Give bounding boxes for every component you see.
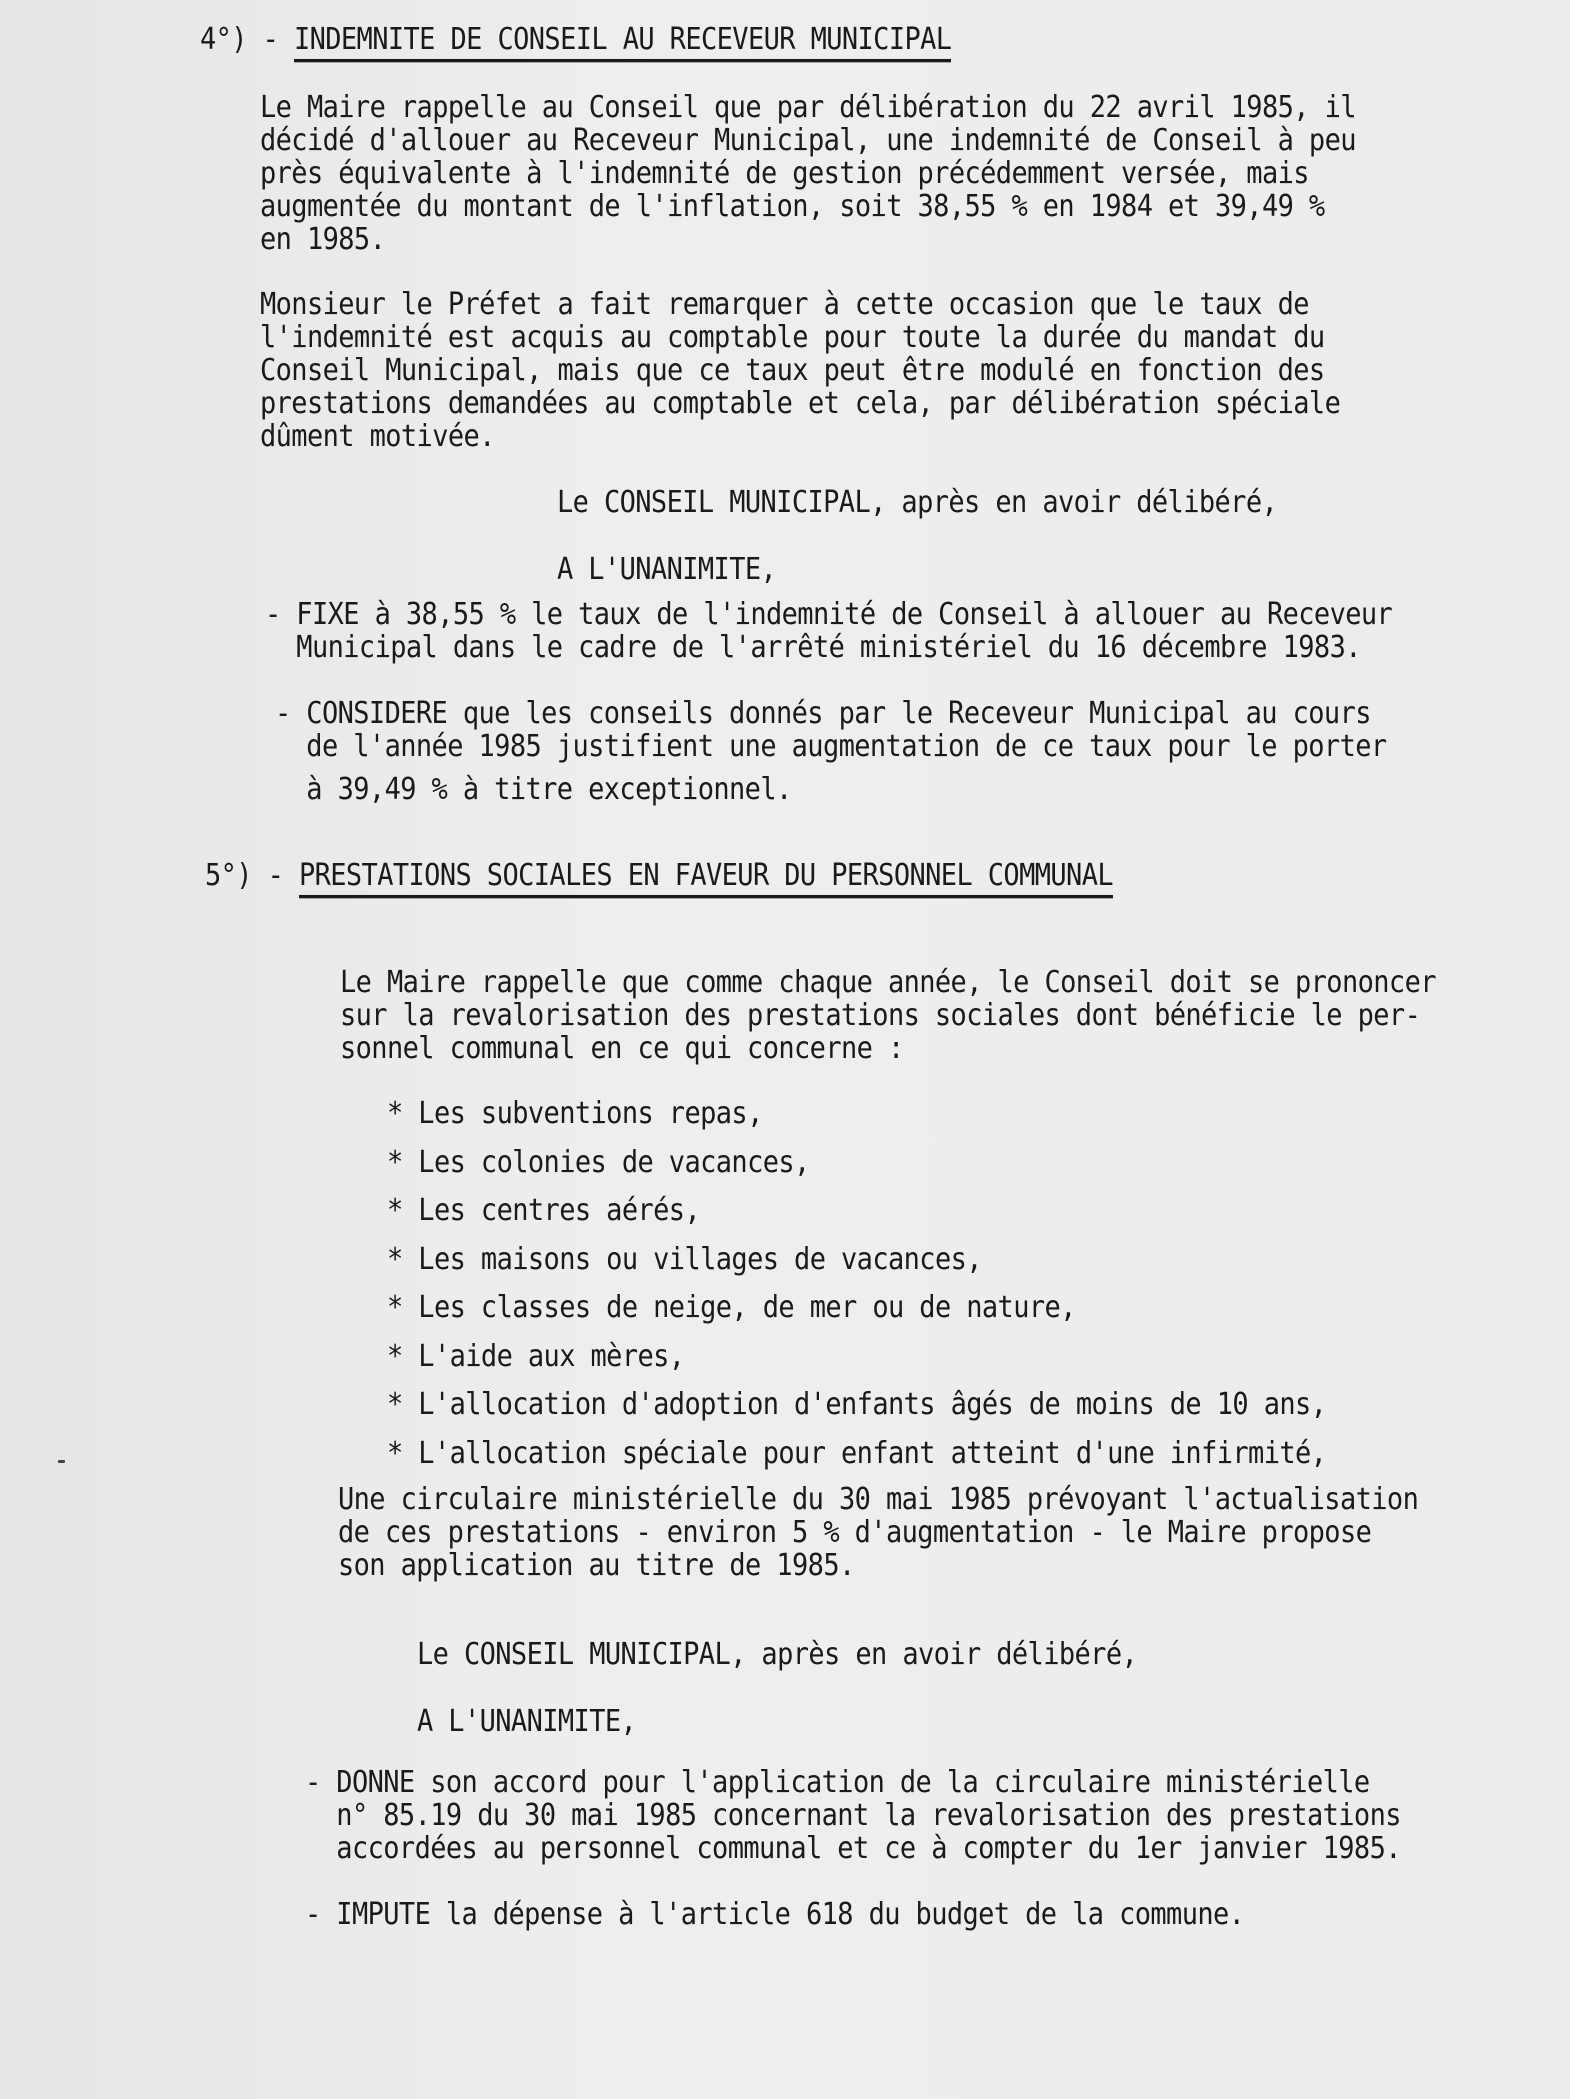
- section-4-number: 4°) -: [200, 22, 279, 57]
- s5-unanimity: A L'UNANIMITE,: [417, 1704, 637, 1739]
- s5-para1-line: sur la revalorisation des prestations sociales dont bénéficie le per-: [340, 998, 1421, 1033]
- section-4-heading: [200, 22, 951, 58]
- section-5-number: 5°) -: [205, 858, 284, 893]
- s5-list-item: * Les maisons ou villages de vacances,: [387, 1242, 982, 1277]
- s5-para1-line: sonnel communal en ce qui concerne :: [340, 1031, 904, 1066]
- s4-para1-line: Le Maire rappelle au Conseil que par délibération du 22 avril 1985, il: [260, 90, 1356, 125]
- s5-list-item: * Les colonies de vacances,: [387, 1145, 810, 1180]
- s5-list-item: * L'allocation d'adoption d'enfants âgés de moins de 10 ans,: [387, 1387, 1327, 1422]
- s4-para2-line: Monsieur le Préfet a fait remarquer à cette occasion que le taux de: [260, 287, 1309, 322]
- s4-para2-line: Conseil Municipal, mais que ce taux peut être modulé en fonction des: [260, 353, 1325, 388]
- s5-list-item: * Les subventions repas,: [387, 1096, 763, 1131]
- s4-deliberation: Le CONSEIL MUNICIPAL, après en avoir délibéré,: [557, 485, 1278, 520]
- s4-decision2-line: - CONSIDERE que les conseils donnés par le Receveur Municipal au cours: [275, 696, 1371, 731]
- s5-para2-line: Une circulaire ministérielle du 30 mai 1985 prévoyant l'actualisation: [338, 1482, 1419, 1517]
- s4-para1-line: augmentée du montant de l'inflation, soit 38,55 % en 1984 et 39,49 %: [260, 189, 1325, 224]
- s5-para1-line: Le Maire rappelle que comme chaque année, le Conseil doit se prononcer: [340, 965, 1436, 1000]
- s5-decision1-line: accordées au personnel communal et ce à compter du 1er janvier 1985.: [305, 1831, 1401, 1866]
- section-4-title: INDEMNITE DE CONSEIL AU RECEVEUR MUNICIPAL: [294, 22, 952, 62]
- s5-list-item: * L'aide aux mères,: [387, 1339, 685, 1374]
- s4-para1-line: près équivalente à l'indemnité de gestion précédemment versée, mais: [260, 156, 1309, 191]
- s4-decision2-line: à 39,49 % à titre exceptionnel.: [275, 772, 792, 807]
- s4-decision2-line: de l'année 1985 justifient une augmentation de ce taux pour le porter: [275, 729, 1387, 764]
- section-5-title: PRESTATIONS SOCIALES EN FAVEUR DU PERSONNEL COMMUNAL: [299, 858, 1113, 898]
- s5-para2-line: de ces prestations - environ 5 % d'augmentation - le Maire propose: [338, 1515, 1372, 1550]
- s5-list-item: * Les centres aérés,: [387, 1193, 701, 1228]
- s4-decision1-line: - FIXE à 38,55 % le taux de l'indemnité de Conseil à allouer au Receveur: [265, 597, 1393, 632]
- s5-deliberation: Le CONSEIL MUNICIPAL, après en avoir délibéré,: [417, 1637, 1138, 1672]
- s5-list-item: * L'allocation spéciale pour enfant atteint d'une infirmité,: [387, 1436, 1327, 1471]
- s5-decision1-line: n° 85.19 du 30 mai 1985 concernant la revalorisation des prestations: [305, 1798, 1401, 1833]
- section-5-heading: [205, 858, 1113, 894]
- s5-decision1-line: - DONNE son accord pour l'application de la circulaire ministérielle: [305, 1765, 1370, 1800]
- s5-list-item: * Les classes de neige, de mer ou de nature,: [387, 1290, 1076, 1325]
- s4-para2-line: prestations demandées au comptable et cela, par délibération spéciale: [260, 386, 1341, 421]
- s5-decision2-line: - IMPUTE la dépense à l'article 618 du budget de la commune.: [305, 1897, 1245, 1932]
- s4-decision1-line: Municipal dans le cadre de l'arrêté ministériel du 16 décembre 1983.: [265, 630, 1361, 665]
- s4-para2-line: l'indemnité est acquis au comptable pour toute la durée du mandat du: [260, 320, 1325, 355]
- s4-unanimity: A L'UNANIMITE,: [557, 552, 777, 587]
- s5-para2-line: son application au titre de 1985.: [338, 1548, 855, 1583]
- s4-para2-line: dûment motivée.: [260, 419, 495, 454]
- s4-para1-line: décidé d'allouer au Receveur Municipal, une indemnité de Conseil à peu: [260, 123, 1356, 158]
- s4-para1-line: en 1985.: [260, 222, 386, 257]
- scan-speck: [58, 1460, 65, 1463]
